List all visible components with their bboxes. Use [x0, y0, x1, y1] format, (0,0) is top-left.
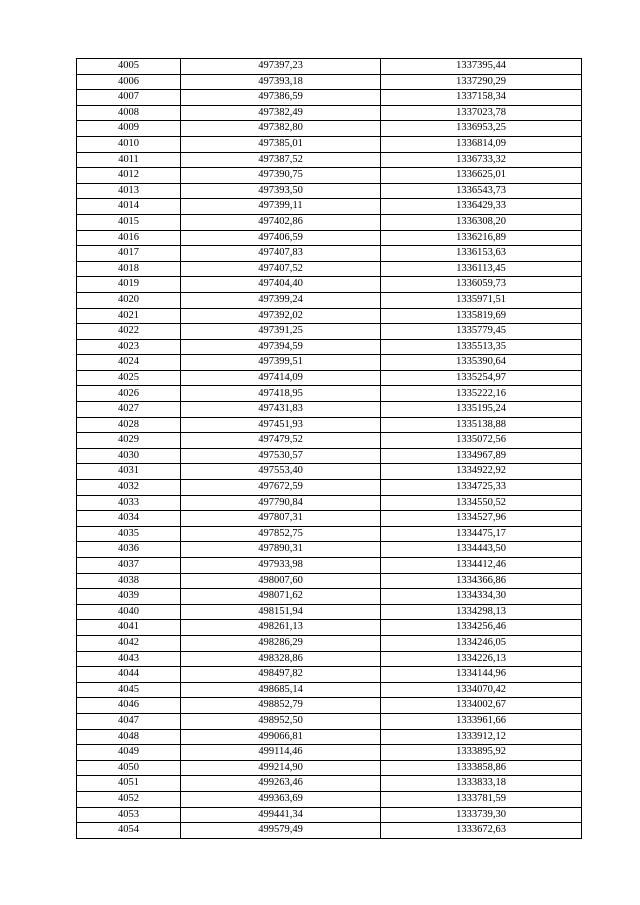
point-number-cell: 4050	[77, 760, 181, 776]
point-number-cell: 4026	[77, 386, 181, 402]
y-coordinate-cell: 1337023,78	[381, 105, 582, 121]
point-number-cell: 4016	[77, 230, 181, 246]
y-coordinate-cell: 1336543,73	[381, 183, 582, 199]
x-coordinate-cell: 497407,52	[181, 261, 381, 277]
table-row	[77, 807, 582, 823]
table-row	[77, 589, 582, 605]
y-coordinate-cell: 1334070,42	[381, 682, 582, 698]
point-number-cell: 4042	[77, 635, 181, 651]
point-number-cell: 4027	[77, 402, 181, 418]
point-number-cell: 4037	[77, 558, 181, 574]
y-coordinate-cell: 1335195,24	[381, 402, 582, 418]
x-coordinate-cell: 499363,69	[181, 791, 381, 807]
y-coordinate-cell: 1337290,29	[381, 74, 582, 90]
table-row	[77, 682, 582, 698]
table-row	[77, 386, 582, 402]
point-number-cell: 4005	[77, 59, 181, 75]
coordinates-table-body	[77, 59, 582, 839]
x-coordinate-cell: 497392,02	[181, 308, 381, 324]
point-number-cell: 4031	[77, 464, 181, 480]
y-coordinate-cell: 1333895,92	[381, 745, 582, 761]
point-number-cell: 4051	[77, 776, 181, 792]
point-number-cell: 4039	[77, 589, 181, 605]
y-coordinate-cell: 1334412,46	[381, 558, 582, 574]
y-coordinate-cell: 1334334,30	[381, 589, 582, 605]
point-number-cell: 4007	[77, 90, 181, 106]
table-row	[77, 74, 582, 90]
table-row	[77, 199, 582, 215]
x-coordinate-cell: 497553,40	[181, 464, 381, 480]
point-number-cell: 4023	[77, 339, 181, 355]
table-row	[77, 604, 582, 620]
point-number-cell: 4034	[77, 511, 181, 527]
y-coordinate-cell: 1337158,34	[381, 90, 582, 106]
point-number-cell: 4035	[77, 526, 181, 542]
y-coordinate-cell: 1334922,92	[381, 464, 582, 480]
y-coordinate-cell: 1335819,69	[381, 308, 582, 324]
y-coordinate-cell: 1335513,35	[381, 339, 582, 355]
x-coordinate-cell: 497386,59	[181, 90, 381, 106]
point-number-cell: 4043	[77, 651, 181, 667]
x-coordinate-cell: 497530,57	[181, 448, 381, 464]
table-row	[77, 651, 582, 667]
table-row	[77, 136, 582, 152]
y-coordinate-cell: 1335390,64	[381, 355, 582, 371]
y-coordinate-cell: 1334550,52	[381, 495, 582, 511]
point-number-cell: 4011	[77, 152, 181, 168]
table-row	[77, 635, 582, 651]
point-number-cell: 4012	[77, 168, 181, 184]
table-row	[77, 277, 582, 293]
point-number-cell: 4010	[77, 136, 181, 152]
table-row	[77, 713, 582, 729]
x-coordinate-cell: 498685,14	[181, 682, 381, 698]
table-row	[77, 526, 582, 542]
point-number-cell: 4033	[77, 495, 181, 511]
x-coordinate-cell: 497391,25	[181, 324, 381, 340]
y-coordinate-cell: 1334725,33	[381, 480, 582, 496]
coordinates-table	[76, 58, 582, 839]
x-coordinate-cell: 497807,31	[181, 511, 381, 527]
table-row	[77, 105, 582, 121]
x-coordinate-cell: 498497,82	[181, 667, 381, 683]
x-coordinate-cell: 497397,23	[181, 59, 381, 75]
table-row	[77, 230, 582, 246]
x-coordinate-cell: 498007,60	[181, 573, 381, 589]
table-row	[77, 791, 582, 807]
table-row	[77, 667, 582, 683]
y-coordinate-cell: 1336308,20	[381, 214, 582, 230]
x-coordinate-cell: 499214,90	[181, 760, 381, 776]
y-coordinate-cell: 1333672,63	[381, 823, 582, 839]
y-coordinate-cell: 1334366,86	[381, 573, 582, 589]
table-row	[77, 370, 582, 386]
x-coordinate-cell: 498071,62	[181, 589, 381, 605]
y-coordinate-cell: 1333833,18	[381, 776, 582, 792]
x-coordinate-cell: 499263,46	[181, 776, 381, 792]
table-row	[77, 246, 582, 262]
table-row	[77, 464, 582, 480]
point-number-cell: 4022	[77, 324, 181, 340]
table-row	[77, 495, 582, 511]
point-number-cell: 4045	[77, 682, 181, 698]
point-number-cell: 4053	[77, 807, 181, 823]
point-number-cell: 4038	[77, 573, 181, 589]
x-coordinate-cell: 497394,59	[181, 339, 381, 355]
x-coordinate-cell: 497790,84	[181, 495, 381, 511]
point-number-cell: 4028	[77, 417, 181, 433]
point-number-cell: 4015	[77, 214, 181, 230]
x-coordinate-cell: 497393,50	[181, 183, 381, 199]
table-row	[77, 573, 582, 589]
y-coordinate-cell: 1336953,25	[381, 121, 582, 137]
x-coordinate-cell: 497385,01	[181, 136, 381, 152]
y-coordinate-cell: 1333781,59	[381, 791, 582, 807]
table-row	[77, 152, 582, 168]
table-row	[77, 433, 582, 449]
x-coordinate-cell: 497402,86	[181, 214, 381, 230]
x-coordinate-cell: 498952,50	[181, 713, 381, 729]
y-coordinate-cell: 1334475,17	[381, 526, 582, 542]
y-coordinate-cell: 1334967,89	[381, 448, 582, 464]
point-number-cell: 4044	[77, 667, 181, 683]
table-row	[77, 214, 582, 230]
y-coordinate-cell: 1333739,30	[381, 807, 582, 823]
y-coordinate-cell: 1335254,97	[381, 370, 582, 386]
x-coordinate-cell: 498261,13	[181, 620, 381, 636]
table-row	[77, 729, 582, 745]
table-row	[77, 480, 582, 496]
point-number-cell: 4024	[77, 355, 181, 371]
x-coordinate-cell: 497387,52	[181, 152, 381, 168]
point-number-cell: 4014	[77, 199, 181, 215]
y-coordinate-cell: 1334002,67	[381, 698, 582, 714]
y-coordinate-cell: 1334144,96	[381, 667, 582, 683]
x-coordinate-cell: 497399,11	[181, 199, 381, 215]
point-number-cell: 4025	[77, 370, 181, 386]
table-row	[77, 698, 582, 714]
x-coordinate-cell: 497407,83	[181, 246, 381, 262]
table-row	[77, 121, 582, 137]
point-number-cell: 4029	[77, 433, 181, 449]
x-coordinate-cell: 497382,80	[181, 121, 381, 137]
x-coordinate-cell: 497382,49	[181, 105, 381, 121]
x-coordinate-cell: 497414,09	[181, 370, 381, 386]
point-number-cell: 4021	[77, 308, 181, 324]
table-row	[77, 168, 582, 184]
y-coordinate-cell: 1333912,12	[381, 729, 582, 745]
point-number-cell: 4049	[77, 745, 181, 761]
table-row	[77, 542, 582, 558]
table-row	[77, 620, 582, 636]
x-coordinate-cell: 497399,51	[181, 355, 381, 371]
x-coordinate-cell: 497393,18	[181, 74, 381, 90]
x-coordinate-cell: 497431,83	[181, 402, 381, 418]
x-coordinate-cell: 498286,29	[181, 635, 381, 651]
point-number-cell: 4030	[77, 448, 181, 464]
point-number-cell: 4018	[77, 261, 181, 277]
x-coordinate-cell: 497933,98	[181, 558, 381, 574]
table-row	[77, 823, 582, 839]
x-coordinate-cell: 498328,86	[181, 651, 381, 667]
x-coordinate-cell: 497390,75	[181, 168, 381, 184]
x-coordinate-cell: 497852,75	[181, 526, 381, 542]
table-row	[77, 308, 582, 324]
point-number-cell: 4020	[77, 292, 181, 308]
y-coordinate-cell: 1336216,89	[381, 230, 582, 246]
point-number-cell: 4006	[77, 74, 181, 90]
table-row	[77, 339, 582, 355]
x-coordinate-cell: 499579,49	[181, 823, 381, 839]
x-coordinate-cell: 497404,40	[181, 277, 381, 293]
table-row	[77, 745, 582, 761]
y-coordinate-cell: 1336113,45	[381, 261, 582, 277]
y-coordinate-cell: 1335779,45	[381, 324, 582, 340]
table-row	[77, 448, 582, 464]
y-coordinate-cell: 1336429,33	[381, 199, 582, 215]
table-row	[77, 558, 582, 574]
x-coordinate-cell: 497399,24	[181, 292, 381, 308]
table-row	[77, 417, 582, 433]
point-number-cell: 4040	[77, 604, 181, 620]
x-coordinate-cell: 497418,95	[181, 386, 381, 402]
y-coordinate-cell: 1336153,63	[381, 246, 582, 262]
y-coordinate-cell: 1334527,96	[381, 511, 582, 527]
point-number-cell: 4052	[77, 791, 181, 807]
table-row	[77, 90, 582, 106]
y-coordinate-cell: 1334226,13	[381, 651, 582, 667]
y-coordinate-cell: 1334298,13	[381, 604, 582, 620]
table-row	[77, 292, 582, 308]
point-number-cell: 4009	[77, 121, 181, 137]
x-coordinate-cell: 497406,59	[181, 230, 381, 246]
x-coordinate-cell: 498852,79	[181, 698, 381, 714]
point-number-cell: 4046	[77, 698, 181, 714]
table-row	[77, 324, 582, 340]
x-coordinate-cell: 497890,31	[181, 542, 381, 558]
y-coordinate-cell: 1335222,16	[381, 386, 582, 402]
table-row	[77, 511, 582, 527]
x-coordinate-cell: 497672,59	[181, 480, 381, 496]
point-number-cell: 4013	[77, 183, 181, 199]
table-row	[77, 760, 582, 776]
table-row	[77, 183, 582, 199]
point-number-cell: 4036	[77, 542, 181, 558]
x-coordinate-cell: 497479,52	[181, 433, 381, 449]
y-coordinate-cell: 1335072,56	[381, 433, 582, 449]
y-coordinate-cell: 1333858,86	[381, 760, 582, 776]
y-coordinate-cell: 1335971,51	[381, 292, 582, 308]
point-number-cell: 4017	[77, 246, 181, 262]
point-number-cell: 4041	[77, 620, 181, 636]
y-coordinate-cell: 1336814,09	[381, 136, 582, 152]
table-row	[77, 355, 582, 371]
point-number-cell: 4054	[77, 823, 181, 839]
table-row	[77, 261, 582, 277]
y-coordinate-cell: 1335138,88	[381, 417, 582, 433]
x-coordinate-cell: 499066,81	[181, 729, 381, 745]
y-coordinate-cell: 1337395,44	[381, 59, 582, 75]
y-coordinate-cell: 1336733,32	[381, 152, 582, 168]
table-row	[77, 402, 582, 418]
x-coordinate-cell: 497451,93	[181, 417, 381, 433]
x-coordinate-cell: 499441,34	[181, 807, 381, 823]
x-coordinate-cell: 499114,46	[181, 745, 381, 761]
point-number-cell: 4008	[77, 105, 181, 121]
x-coordinate-cell: 498151,94	[181, 604, 381, 620]
y-coordinate-cell: 1336059,73	[381, 277, 582, 293]
y-coordinate-cell: 1334246,05	[381, 635, 582, 651]
table-row	[77, 776, 582, 792]
point-number-cell: 4032	[77, 480, 181, 496]
point-number-cell: 4048	[77, 729, 181, 745]
y-coordinate-cell: 1334443,50	[381, 542, 582, 558]
y-coordinate-cell: 1334256,46	[381, 620, 582, 636]
point-number-cell: 4047	[77, 713, 181, 729]
point-number-cell: 4019	[77, 277, 181, 293]
table-row	[77, 59, 582, 75]
y-coordinate-cell: 1333961,66	[381, 713, 582, 729]
y-coordinate-cell: 1336625,01	[381, 168, 582, 184]
